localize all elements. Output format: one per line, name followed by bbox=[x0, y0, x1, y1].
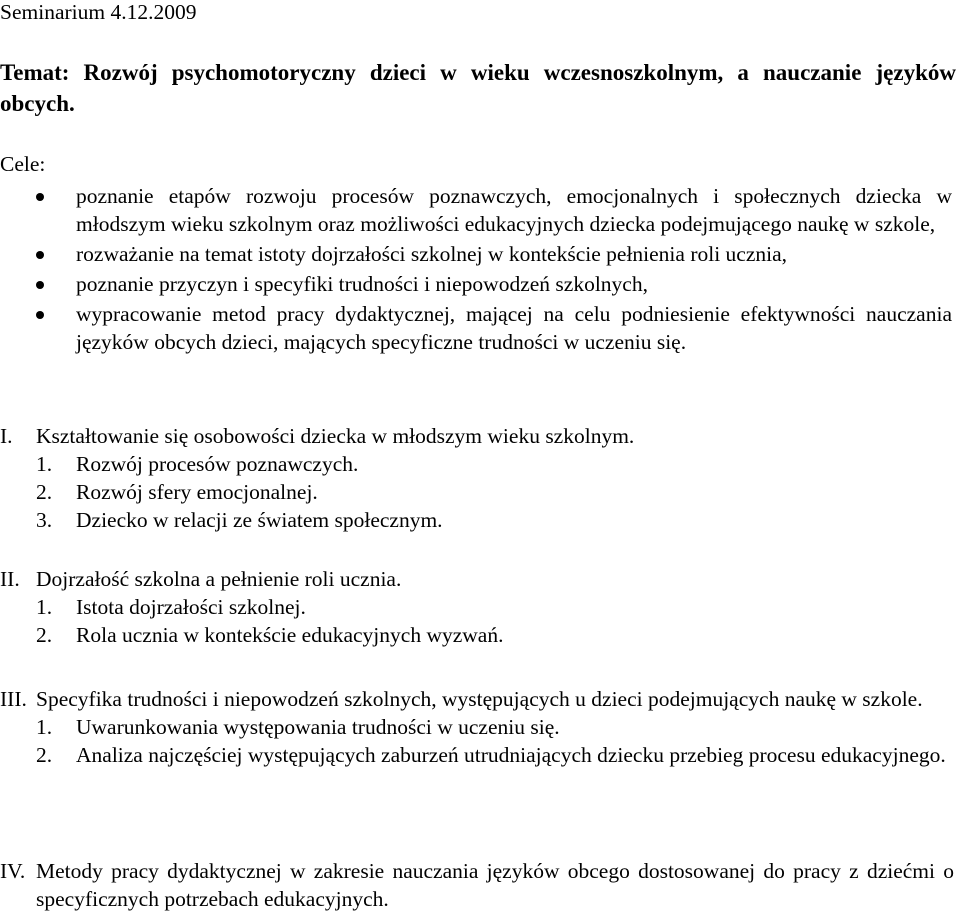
section-3 bbox=[0, 685, 960, 769]
goal-text: poznanie przyczyn i specyfiki trudności i niepowodzeń szkolnych, bbox=[76, 272, 648, 296]
section-number: I. bbox=[0, 424, 13, 448]
subitem-number: 2. bbox=[36, 623, 53, 647]
section-heading bbox=[0, 422, 954, 450]
subitem-text: Analiza najczęściej występujących zaburzeń utrudniających dziecku przebieg procesu edukacyjnego. bbox=[76, 743, 946, 767]
subitem-number: 1. bbox=[36, 715, 53, 739]
section-subitem bbox=[0, 741, 956, 769]
subitem-text: Istota dojrzałości szkolnej. bbox=[76, 595, 306, 619]
goals-label: Cele: bbox=[0, 152, 46, 176]
subitem-text: Rozwój procesów poznawczych. bbox=[76, 452, 359, 476]
goal-text: wypracowanie metod pracy dydaktycznej, mającej na celu podniesienie efektywności nauczania języków obcych dzieci, mających specyficzne trudności w uczeniu się. bbox=[76, 302, 952, 354]
subitem-number: 1. bbox=[36, 452, 53, 476]
subitem-number: 3. bbox=[36, 508, 53, 532]
section-4 bbox=[0, 857, 960, 913]
section-1 bbox=[0, 422, 960, 534]
section-heading bbox=[0, 857, 954, 913]
bullet-icon bbox=[36, 193, 44, 201]
section-number: III. bbox=[0, 687, 27, 711]
bullet-icon bbox=[36, 251, 44, 259]
section-title: Dojrzałość szkolna a pełnienie roli ucznia. bbox=[36, 567, 402, 591]
section-heading bbox=[0, 685, 954, 713]
seminar-date-header: Seminarium 4.12.2009 bbox=[0, 0, 197, 24]
topic-title: Temat: Rozwój psychomotoryczny dzieci w wieku wczesnoszkolnym, a nauczanie języków obcych. bbox=[0, 60, 956, 116]
goal-text: rozważanie na temat istoty dojrzałości szkolnej w kontekście pełnienia roli ucznia, bbox=[76, 242, 788, 266]
bullet-icon bbox=[36, 281, 44, 289]
section-number: II. bbox=[0, 567, 20, 591]
goal-item bbox=[0, 240, 952, 268]
section-number: IV. bbox=[0, 859, 26, 883]
subitem-text: Uwarunkowania występowania trudności w uczeniu się. bbox=[76, 715, 560, 739]
subitem-number: 2. bbox=[36, 743, 53, 767]
section-subitem bbox=[0, 621, 956, 649]
section-title: Kształtowanie się osobowości dziecka w młodszym wieku szkolnym. bbox=[36, 424, 635, 448]
goal-item bbox=[0, 270, 952, 298]
section-2 bbox=[0, 565, 960, 649]
goals-list bbox=[0, 182, 960, 358]
section-subitem bbox=[0, 450, 956, 478]
bullet-icon bbox=[36, 311, 44, 319]
section-subitem bbox=[0, 593, 956, 621]
section-title: Specyfika trudności i niepowodzeń szkolnych, występujących u dzieci podejmujących naukę w szkole. bbox=[36, 687, 923, 711]
section-subitem bbox=[0, 478, 956, 506]
subitem-text: Dziecko w relacji ze światem społecznym. bbox=[76, 508, 443, 532]
goal-item bbox=[0, 182, 952, 238]
section-subitem bbox=[0, 506, 956, 534]
subitem-text: Rozwój sfery emocjonalnej. bbox=[76, 480, 318, 504]
section-heading bbox=[0, 565, 954, 593]
subitem-text: Rola ucznia w kontekście edukacyjnych wyzwań. bbox=[76, 623, 504, 647]
section-title: Metody pracy dydaktycznej w zakresie nauczania języków obcego dostosowanej do pracy z dziećmi o specyficznych potrzebach edukacyjnych. bbox=[36, 859, 954, 911]
goal-text: poznanie etapów rozwoju procesów poznawczych, emocjonalnych i społecznych dziecka w młodszym wieku szkolnym oraz możliwości edukacyjnych dziecka podejmującego naukę w szkole, bbox=[76, 184, 952, 236]
subitem-number: 1. bbox=[36, 595, 53, 619]
goal-item bbox=[0, 300, 952, 356]
subitem-number: 2. bbox=[36, 480, 53, 504]
section-subitem bbox=[0, 713, 956, 741]
